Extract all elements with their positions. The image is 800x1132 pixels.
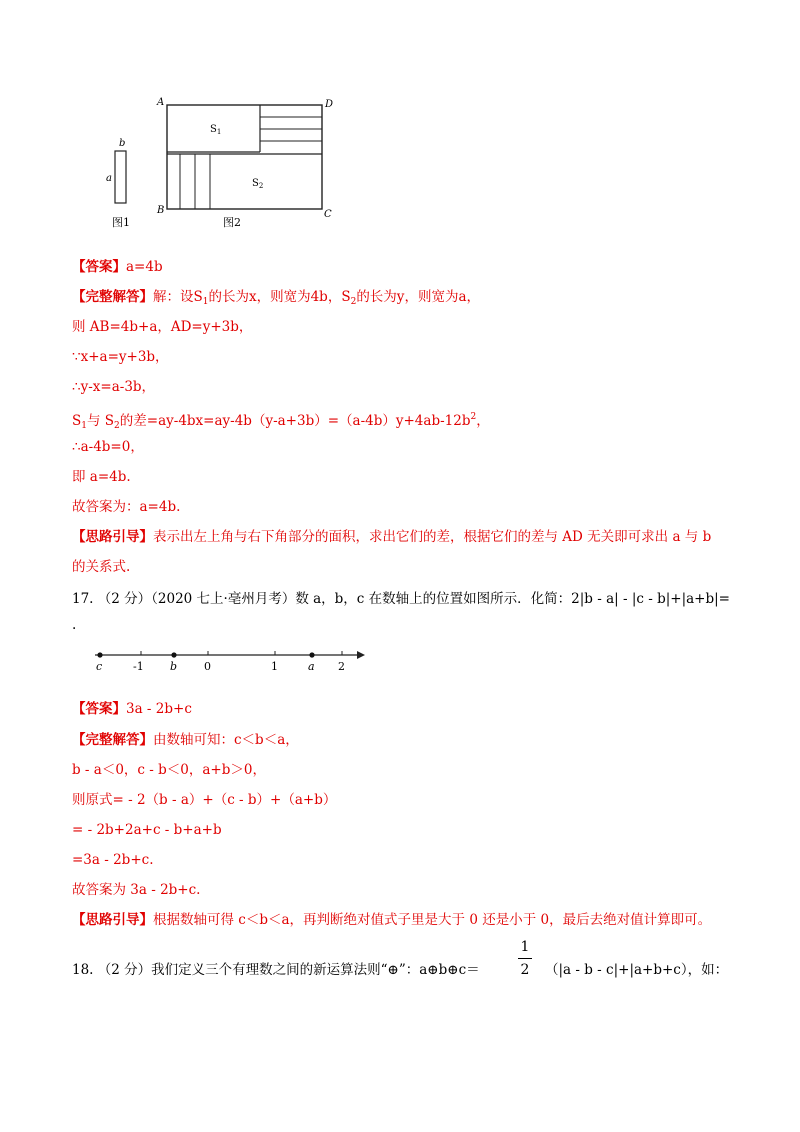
hint-tag: 【思路引导】 bbox=[72, 912, 153, 928]
sol-text: 的长为y，则宽为a， bbox=[356, 289, 480, 305]
q16-solution-line-7: 即 a=4b. bbox=[72, 469, 131, 485]
q17-hint bbox=[72, 911, 711, 929]
figure2-label-s1: S bbox=[210, 124, 217, 135]
answer-text: a=4b bbox=[126, 259, 163, 275]
number-line-arrow bbox=[357, 651, 365, 659]
q16-solution-line-8: 故答案为：a=4b. bbox=[72, 499, 181, 515]
label-minus-1: -1 bbox=[133, 660, 144, 673]
q17-answer bbox=[72, 700, 192, 718]
fraction-denominator: 2 bbox=[520, 962, 530, 978]
sol-text: 解：设S bbox=[153, 289, 203, 305]
q18-fraction bbox=[518, 938, 532, 979]
answer-text: 3a - 2b+c bbox=[126, 701, 192, 717]
q18-stem-rest: （|a - b - c|+|a+b+c），如： bbox=[545, 962, 729, 978]
svg-text:S1 bbox=[210, 124, 221, 136]
figure2-label-D: D bbox=[325, 99, 334, 110]
figure1-caption: 图1 bbox=[112, 216, 130, 229]
hint-tag: 【思路引导】 bbox=[72, 529, 153, 545]
q17-solution-line-5: =3a - 2b+c. bbox=[72, 852, 154, 868]
point-c bbox=[97, 652, 102, 657]
label-2: 2 bbox=[338, 660, 345, 673]
hint-text: 表示出左上角与右下角部分的面积，求出它们的差，根据它们的差与 AD 无关即可求出 a 与 b bbox=[153, 529, 712, 545]
figure2-label-B: B bbox=[157, 205, 165, 216]
q17-solution-line-2: b - a＜0，c - b＜0，a+b＞0， bbox=[72, 762, 266, 778]
rectangle-figures bbox=[100, 95, 350, 240]
answer-tag: 【答案】 bbox=[72, 701, 126, 717]
q17-solution-line-4: = - 2b+2a+c - b+a+b bbox=[72, 822, 222, 838]
q18-stem bbox=[72, 961, 480, 979]
subscript: 2 bbox=[350, 297, 357, 307]
figure2-label-C: C bbox=[324, 209, 332, 220]
label-1: 1 bbox=[271, 660, 278, 673]
q16-solution-line-1 bbox=[72, 288, 480, 311]
label-c: c bbox=[96, 660, 103, 673]
q16-solution-line-2: 则 AB=4b+a，AD=y+3b， bbox=[72, 319, 253, 335]
q16-solution-line-5 bbox=[72, 408, 490, 435]
figure2-outer-rectangle bbox=[167, 105, 322, 209]
figure1-rectangle bbox=[115, 151, 126, 203]
solution-tag: 【完整解答】 bbox=[72, 289, 153, 305]
q17-solution-line-3: 则原式= - 2（b - a）+（c - b）+（a+b） bbox=[72, 792, 337, 808]
q16-solution-line-3: ∵x+a=y+3b， bbox=[72, 349, 169, 365]
q16-solution-line-6: ∴a-4b=0， bbox=[72, 439, 144, 455]
label-a: a bbox=[308, 660, 315, 673]
label-b: b bbox=[170, 660, 178, 673]
figure2-caption: 图2 bbox=[223, 216, 241, 229]
answer-tag: 【答案】 bbox=[72, 259, 126, 275]
figure1-label-a: a bbox=[106, 173, 112, 184]
figure2-label-A: A bbox=[157, 97, 165, 108]
q16-hint-line-2: 的关系式. bbox=[72, 559, 131, 575]
figure1-label-b: b bbox=[119, 138, 126, 149]
fraction-numerator: 1 bbox=[520, 939, 530, 955]
q17-stem: 17. （2 分）（2020 七上·亳州月考）数 a，b，c 在数轴上的位置如图所示．化简：2|b - a| - |c - b|+|a+b|= bbox=[72, 591, 730, 607]
q16-hint-line-1 bbox=[72, 528, 711, 546]
subscript: 2 bbox=[114, 421, 120, 431]
q17-stem-continuation: . bbox=[72, 617, 77, 633]
figure2-label-s2: S bbox=[252, 178, 259, 189]
figure2-label-s1-sub: 1 bbox=[216, 128, 222, 136]
subscript: 1 bbox=[81, 421, 87, 431]
q17-solution-line-6: 故答案为 3a - 2b+c. bbox=[72, 882, 201, 898]
sol-text: 由数轴可知：c＜b＜a， bbox=[153, 732, 299, 748]
sol-text: S bbox=[72, 413, 82, 429]
label-0: 0 bbox=[204, 660, 211, 673]
sol-text: 的长为x，则宽为4b，S bbox=[208, 289, 351, 305]
q16-solution-line-4: ∴y-x=a-3b， bbox=[72, 379, 156, 395]
hint-text: 根据数轴可得 c＜b＜a，再判断绝对值式子里是大于 0 还是小于 0，最后去绝对值计算即可。 bbox=[153, 912, 712, 928]
q16-answer bbox=[72, 258, 163, 276]
sol-text: 的差=ay-4bx=ay-4b（y-a+3b）=（a-4b）y+4ab-12b bbox=[119, 413, 471, 429]
sol-text: ， bbox=[476, 413, 490, 429]
number-line bbox=[85, 640, 375, 675]
sol-text: 与 S bbox=[86, 413, 115, 429]
point-a bbox=[309, 652, 314, 657]
point-b bbox=[171, 652, 176, 657]
figure2-label-s2-sub: 2 bbox=[258, 182, 264, 190]
q18-stem-text: 18. （2 分）我们定义三个有理数之间的新运算法则“⊕”：a⊕b⊕c＝ bbox=[72, 962, 480, 978]
svg-text:S2 bbox=[252, 178, 263, 190]
superscript: 2 bbox=[470, 412, 477, 422]
q17-solution-line-1 bbox=[72, 731, 299, 749]
solution-tag: 【完整解答】 bbox=[72, 732, 153, 748]
subscript: 1 bbox=[202, 297, 209, 307]
